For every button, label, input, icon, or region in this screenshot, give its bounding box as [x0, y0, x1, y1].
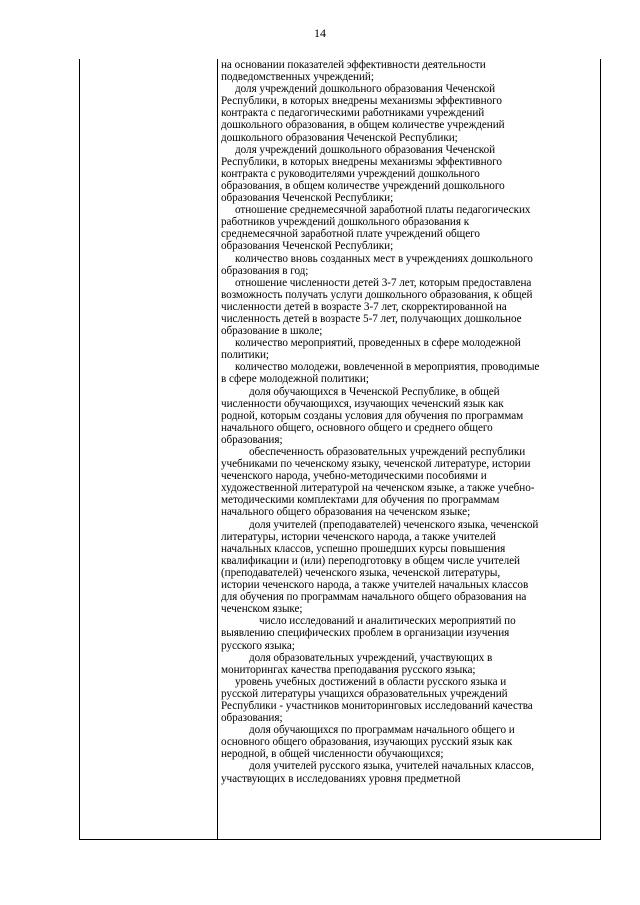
text-line: доля учреждений дошкольного образования Чеченской — [235, 143, 496, 156]
text-line: начального общего образования на чеченском языке; — [221, 506, 471, 519]
column-divider — [217, 59, 218, 839]
text-line: чеченского народа, учебно-методическими пособиями и — [221, 470, 487, 483]
text-line: политики; — [221, 349, 269, 362]
text-line: квалификации и (или) переподготовку в общем числе учителей — [221, 554, 520, 567]
text-line: русской литературы учащихся образовательных учреждений — [221, 687, 508, 700]
text-line: образования Чеченской Республики; — [221, 240, 394, 253]
text-line: начального общего, основного общего и среднего общего — [221, 421, 493, 434]
text-line: мониторингах качества преподавания русского языка; — [221, 663, 476, 676]
page-number: 14 — [314, 26, 326, 40]
text-line: для обучения по программам начального общего образования на — [221, 591, 527, 604]
text-line: чеченском языке; — [221, 603, 303, 616]
text-line: образования в год; — [221, 264, 309, 277]
text-line: обеспеченность образовательных учреждений республики — [249, 446, 526, 458]
text-line: количество молодежи, вовлеченной в мероприятия, проводимые — [235, 361, 540, 374]
text-line: образования; — [221, 712, 283, 725]
text-line: численности детей в возрасте 3-7 лет, скорректированной на — [221, 300, 507, 313]
text-line: родной, которым созданы условия для обучения по программам — [221, 409, 524, 422]
text-line: (преподавателей) чеченского языка, чеченской литературы, — [221, 566, 501, 579]
text-line: доля обучающихся в Чеченской Республике, в общей — [249, 385, 500, 398]
text-line: участвующих в исследованиях уровня предметной — [221, 772, 461, 785]
document-table — [79, 59, 601, 840]
text-line: русского языка; — [221, 639, 295, 652]
text-line: доля обучающихся по программам начального общего и — [249, 724, 515, 737]
text-line: в сфере молодежной политики; — [221, 373, 369, 386]
text-line: образование в школе; — [221, 325, 323, 338]
text-line: контракта с руководителями учреждений дошкольного — [221, 167, 480, 180]
text-line: число исследований и аналитических мероприятий по — [259, 615, 516, 628]
right-column-cell — [221, 59, 598, 839]
text-line: уровень учебных достижений в области русского языка и — [235, 675, 507, 688]
text-line: на основании показателей эффективности деятельности — [221, 59, 486, 71]
text-line: численность детей в возрасте 5-7 лет, получающих дошкольное — [221, 312, 522, 325]
text-line: количество вновь созданных мест в учреждениях дошкольного — [235, 252, 533, 265]
text-line: отношение среднемесячной заработной платы педагогических — [235, 204, 531, 217]
text-line: литературы, истории чеченского народа, а также учителей — [221, 530, 496, 543]
text-line: доля учителей русского языка, учителей начальных классов, — [249, 760, 535, 773]
text-line: контракта с педагогическими работниками учреждений — [221, 107, 485, 120]
text-line: неродной, в общей численности обучающихся; — [221, 748, 444, 761]
text-line: Республики - участников мониторинговых исследований качества — [221, 699, 533, 712]
text-line: доля образовательных учреждений, участвующих в — [249, 651, 493, 664]
text-line: выявлению специфических проблем в организации изучения — [221, 627, 510, 640]
text-line: численности обучающихся, изучающих чеченский язык как — [221, 397, 504, 410]
text-line: методическими комплектами для обучения по программам — [221, 494, 500, 507]
text-line: основного общего образования, изучающих русский язык как — [221, 736, 513, 749]
text-line: дошкольного образования, в общем количестве учреждений — [221, 119, 505, 132]
text-line: Республики, в которых внедрены механизмы эффективного — [221, 155, 502, 168]
text-line: учебниками по чеченскому языку, чеченской литературе, истории — [221, 458, 531, 471]
text-line: отношение численности детей 3-7 лет, которым предоставлена — [235, 276, 532, 289]
text-line: доля учреждений дошкольного образования Чеченской — [235, 83, 496, 96]
text-line: начальных классов, успешно прошедших курсы повышения — [221, 542, 506, 555]
text-line: доля учителей (преподавателей) чеченского языка, чеченской — [249, 518, 539, 531]
text-line: количество мероприятий, проведенных в сфере молодежной — [235, 337, 521, 350]
text-line: образования, в общем количестве учреждений дошкольного — [221, 179, 505, 192]
text-line: дошкольного образования Чеченской Республики; — [221, 131, 458, 144]
text-line: подведомственных учреждений; — [221, 71, 374, 84]
text-line: истории чеченского народа, а также учителей начальных классов — [221, 579, 529, 592]
left-column-cell — [80, 59, 217, 839]
text-line: возможность получать услуги дошкольного образования, к общей — [221, 288, 533, 301]
text-line: среднемесячной заработной плате учреждений общего — [221, 228, 480, 241]
text-line: образования Чеченской Республики; — [221, 192, 394, 205]
text-line: работников учреждений дошкольного образования к — [221, 216, 470, 229]
text-line: Республики, в которых внедрены механизмы эффективного — [221, 95, 502, 108]
text-line: образования; — [221, 433, 283, 446]
text-line: художественной литературой на чеченском языке, а также учебно- — [221, 482, 535, 495]
